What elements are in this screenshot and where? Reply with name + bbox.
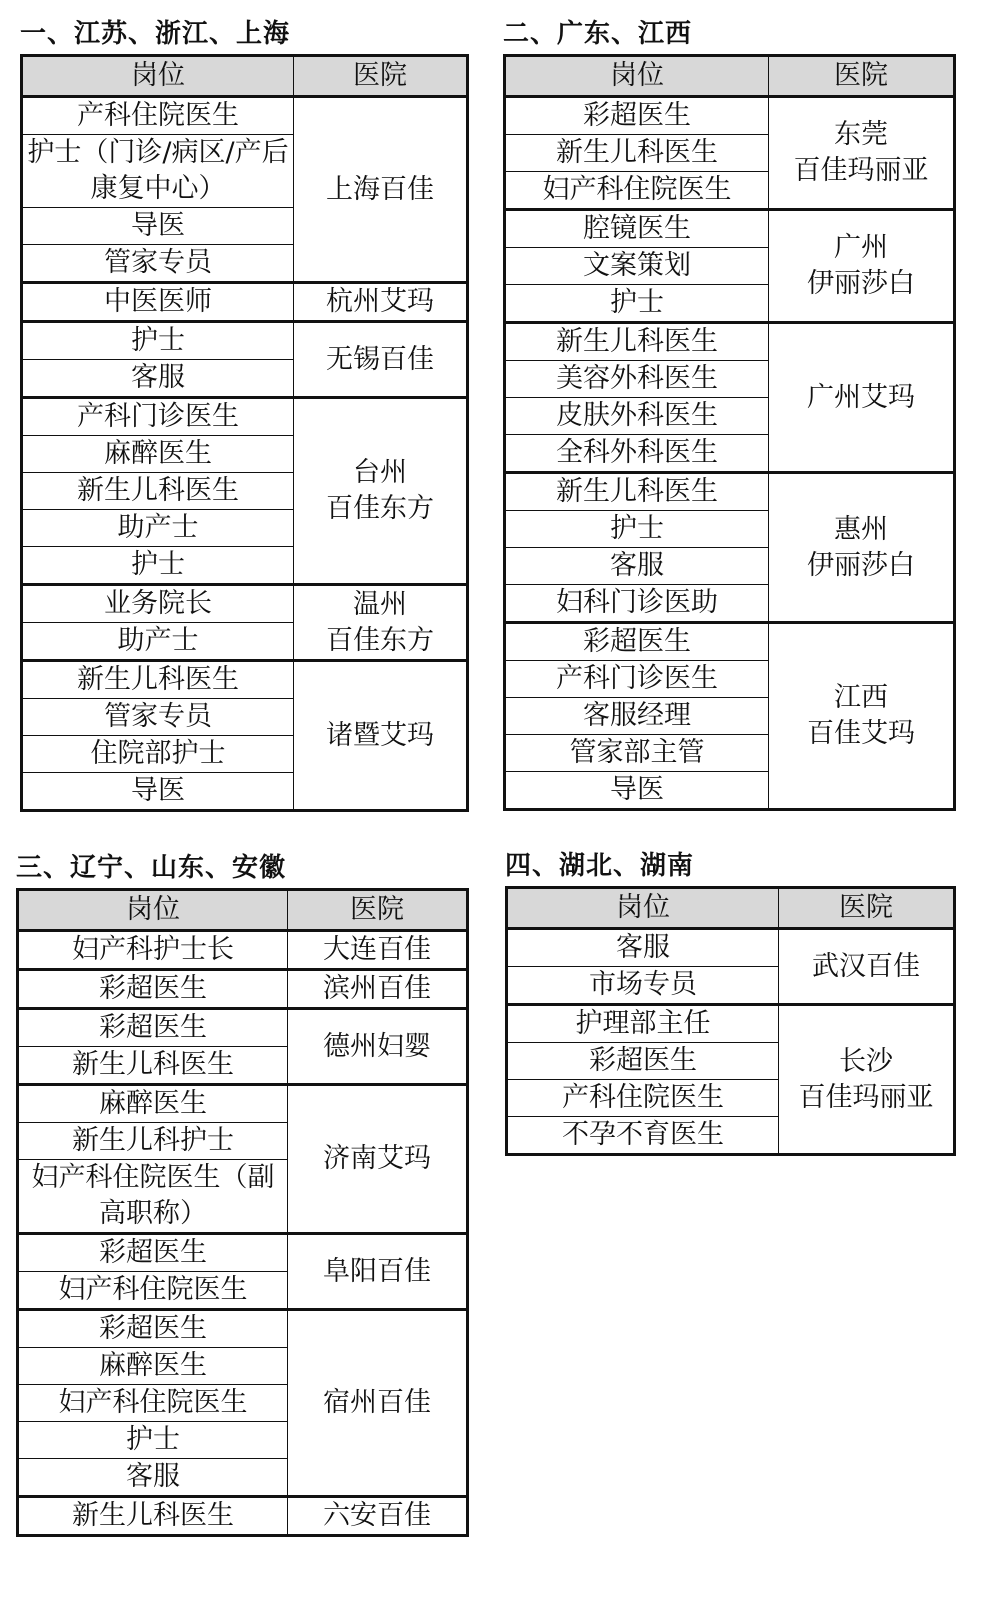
- hospital-cell: [769, 97, 955, 210]
- position-cell: 管家专员: [22, 699, 294, 736]
- hospital-cell: [779, 1005, 955, 1155]
- position-cell: 助产士: [22, 623, 294, 661]
- hospital-name-line: 伊丽莎白: [807, 268, 915, 299]
- table-row: [505, 97, 955, 135]
- position-cell: 彩超医生: [18, 1009, 288, 1047]
- column-header-hospital: 医院: [779, 888, 955, 929]
- column-header-position: 岗位: [505, 56, 769, 97]
- table-row: [505, 210, 955, 248]
- hospital-cell: [288, 1234, 468, 1310]
- position-cell: 文案策划: [505, 248, 769, 285]
- table-header-row: [22, 56, 468, 97]
- hospital-name-line: 上海百佳: [326, 173, 434, 205]
- position-cell: 护理部主任: [507, 1005, 779, 1043]
- hospital-name-line: 诸暨艾玛: [326, 719, 434, 751]
- position-cell: 产科门诊医生: [505, 661, 769, 698]
- position-cell: 护士: [505, 511, 769, 548]
- position-cell: 美容外科医生: [505, 361, 769, 398]
- table-row: [22, 322, 468, 360]
- position-cell: 彩超医生: [507, 1043, 779, 1080]
- table-header-row: [507, 888, 955, 929]
- position-cell: 妇产科住院医生: [18, 1385, 288, 1422]
- hospital-name-line: 广州艾玛: [807, 381, 915, 413]
- hospital-name-line: 济南艾玛: [323, 1143, 431, 1174]
- hospital-name-line: 杭州艾玛: [326, 286, 434, 317]
- position-cell: 皮肤外科医生: [505, 398, 769, 435]
- position-cell: 新生儿科医生: [18, 1047, 288, 1085]
- hospital-cell: [769, 473, 955, 623]
- column-header-position: 岗位: [22, 56, 294, 97]
- position-cell: 妇科门诊医助: [505, 585, 769, 623]
- hospital-cell: [294, 398, 468, 585]
- position-cell: 麻醉医生: [18, 1085, 288, 1123]
- position-cell: 助产士: [22, 510, 294, 547]
- position-cell: 新生儿科护士: [18, 1123, 288, 1160]
- position-cell: 护士: [22, 547, 294, 585]
- hospital-name-line: 惠州: [834, 513, 888, 545]
- hospital-name-line: 百佳玛丽亚: [798, 1081, 934, 1113]
- position-cell: 产科住院医生: [22, 97, 294, 135]
- hospital-name-line: 台州: [353, 457, 407, 488]
- hospital-name-line: 百佳东方: [326, 493, 434, 524]
- hospital-cell: [769, 623, 955, 810]
- positions-table: [503, 54, 956, 811]
- position-cell: 客服: [505, 548, 769, 585]
- position-cell: 全科外科医生: [505, 435, 769, 473]
- column-header-position: 岗位: [507, 888, 779, 929]
- positions-table: [505, 886, 956, 1156]
- hospital-cell: [294, 322, 468, 398]
- hospital-name-line: 百佳东方: [326, 624, 434, 656]
- table-row: [22, 283, 468, 322]
- position-cell: 不孕不育医生: [507, 1117, 779, 1155]
- table-row: [507, 929, 955, 967]
- position-cell: 彩超医生: [18, 1234, 288, 1272]
- table-row: [18, 1234, 468, 1272]
- hospital-name-line: 滨州百佳: [323, 973, 431, 1004]
- hospital-cell: [288, 1085, 468, 1234]
- position-cell: 腔镜医生: [505, 210, 769, 248]
- position-cell: 妇产科住院医生（副高职称）: [18, 1160, 288, 1234]
- section-jiangsu-zhejiang-shanghai: [20, 16, 466, 826]
- table-header-row: [18, 890, 468, 931]
- position-cell: 产科门诊医生: [22, 398, 294, 436]
- position-cell: 导医: [22, 208, 294, 245]
- table-row: [22, 398, 468, 436]
- positions-table: [20, 54, 469, 812]
- position-cell: 护士: [22, 322, 294, 360]
- hospital-name-line: 德州妇婴: [323, 1030, 431, 1062]
- table-row: [505, 323, 955, 361]
- position-cell: 护士（门诊/病区/产后康复中心）: [22, 135, 294, 208]
- hospital-name-line: 长沙: [839, 1045, 893, 1077]
- hospital-cell: [769, 210, 955, 323]
- section-title: 三、辽宁、山东、安徽: [16, 853, 287, 883]
- position-cell: 妇产科住院医生: [18, 1272, 288, 1310]
- position-cell: 产科住院医生: [507, 1080, 779, 1117]
- position-cell: 导医: [505, 772, 769, 810]
- hospital-cell: [294, 283, 468, 322]
- position-cell: 妇产科护士长: [18, 931, 288, 970]
- table-row: [22, 97, 468, 135]
- column-header-hospital: 医院: [294, 56, 468, 97]
- position-cell: 中医医师: [22, 283, 294, 322]
- hospital-name-line: 江西: [834, 682, 888, 713]
- hospital-cell: [288, 931, 468, 970]
- column-header-hospital: 医院: [288, 890, 468, 931]
- position-cell: 彩超医生: [18, 1310, 288, 1348]
- hospital-name-line: 百佳玛丽亚: [793, 155, 929, 186]
- table-row: [18, 970, 468, 1009]
- table-header-row: [505, 56, 955, 97]
- hospital-cell: [288, 970, 468, 1009]
- position-cell: 客服: [18, 1459, 288, 1497]
- section-hubei-hunan: [505, 848, 953, 1168]
- hospital-name-line: 百佳艾玛: [807, 718, 915, 749]
- hospital-name-line: 广州: [834, 232, 888, 263]
- hospital-cell: [288, 1310, 468, 1497]
- hospital-name-line: 温州: [353, 588, 407, 620]
- position-cell: 导医: [22, 773, 294, 811]
- position-cell: 彩超医生: [505, 97, 769, 135]
- table-row: [505, 623, 955, 661]
- position-cell: 护士: [505, 285, 769, 323]
- position-cell: 护士: [18, 1422, 288, 1459]
- position-cell: 麻醉医生: [22, 436, 294, 473]
- table-row: [18, 1085, 468, 1123]
- hospital-name-line: 伊丽莎白: [807, 549, 915, 581]
- position-cell: 客服经理: [505, 698, 769, 735]
- section-guangdong-jiangxi: [503, 16, 953, 826]
- position-cell: 管家专员: [22, 245, 294, 283]
- hospital-name-line: 六安百佳: [323, 1500, 431, 1531]
- section-title: 二、广东、江西: [503, 19, 693, 49]
- table-row: [505, 473, 955, 511]
- position-cell: 业务院长: [22, 585, 294, 623]
- position-cell: 新生儿科医生: [505, 135, 769, 172]
- hospital-cell: [294, 661, 468, 811]
- section-title: 四、湖北、湖南: [505, 851, 695, 881]
- hospital-cell: [288, 1497, 468, 1536]
- position-cell: 新生儿科医生: [505, 473, 769, 511]
- hospital-name-line: 宿州百佳: [323, 1387, 431, 1418]
- hospital-name-line: 无锡百佳: [326, 343, 434, 375]
- hospital-cell: [294, 97, 468, 283]
- table-row: [22, 661, 468, 699]
- position-cell: 住院部护士: [22, 736, 294, 773]
- table-row: [22, 585, 468, 623]
- position-cell: 新生儿科医生: [22, 473, 294, 510]
- position-cell: 新生儿科医生: [22, 661, 294, 699]
- hospital-name-line: 东莞: [834, 119, 888, 150]
- hospital-cell: [769, 323, 955, 473]
- position-cell: 市场专员: [507, 967, 779, 1005]
- column-header-hospital: 医院: [769, 56, 955, 97]
- position-cell: 彩超医生: [18, 970, 288, 1009]
- table-row: [18, 1310, 468, 1348]
- hospital-name-line: 阜阳百佳: [323, 1255, 431, 1287]
- column-header-position: 岗位: [18, 890, 288, 931]
- table-row: [507, 1005, 955, 1043]
- table-row: [18, 1009, 468, 1047]
- table-row: [18, 931, 468, 970]
- position-cell: 客服: [22, 360, 294, 398]
- positions-table: [16, 888, 469, 1537]
- position-cell: 麻醉医生: [18, 1348, 288, 1385]
- hospital-cell: [288, 1009, 468, 1085]
- hospital-cell: [294, 585, 468, 661]
- position-cell: 新生儿科医生: [18, 1497, 288, 1536]
- section-liaoning-shandong-anhui: [16, 850, 466, 1550]
- position-cell: 管家部主管: [505, 735, 769, 772]
- position-cell: 彩超医生: [505, 623, 769, 661]
- table-row: [18, 1497, 468, 1536]
- position-cell: 客服: [507, 929, 779, 967]
- hospital-name-line: 武汉百佳: [812, 950, 920, 982]
- hospital-name-line: 大连百佳: [323, 934, 431, 965]
- section-title: 一、江苏、浙江、上海: [20, 19, 291, 49]
- position-cell: 妇产科住院医生: [505, 172, 769, 210]
- hospital-cell: [779, 929, 955, 1005]
- position-cell: 新生儿科医生: [505, 323, 769, 361]
